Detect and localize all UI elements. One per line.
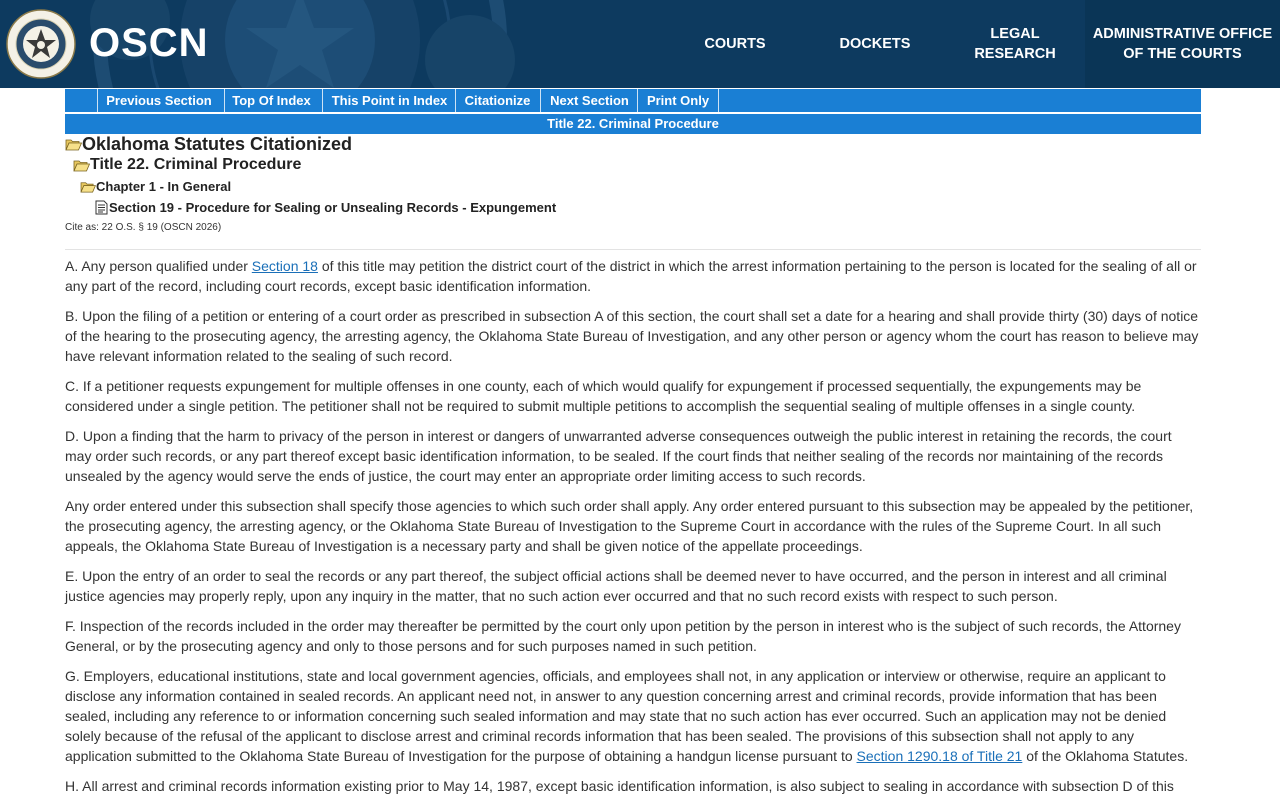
document-icon bbox=[94, 200, 109, 215]
breadcrumb-level4-label: Section 19 - Procedure for Sealing or Unsealing Records - Expungement bbox=[109, 199, 557, 215]
nav-administrative-office[interactable] bbox=[1085, 0, 1280, 88]
paragraph-b: B. Upon the filing of a petition or entering of a court order as prescribed in subsection A of this section, the court shall set a date for a hearing and shall provide thirty (30) days of notice of the hearing to the prosecuting agency, the arresting agency, the Oklahoma State Bureau of Investigation, and any other person or agency whom the court has reason to believe may have relevant information related to the sealing of such record. bbox=[65, 308, 1199, 364]
title-bar: Title 22. Criminal Procedure bbox=[65, 114, 1201, 134]
citationize-button[interactable]: Citationize bbox=[455, 89, 539, 112]
open-folder-icon bbox=[65, 137, 82, 151]
breadcrumb-level1-label: Oklahoma Statutes Citationized bbox=[82, 133, 353, 154]
nav-legal-line2: RESEARCH bbox=[974, 46, 1056, 62]
oscn-logo-text[interactable]: OSCN bbox=[89, 21, 209, 65]
nav-courts-label: COURTS bbox=[704, 36, 766, 52]
breadcrumb-level3[interactable] bbox=[80, 177, 231, 195]
nav-courts[interactable] bbox=[665, 0, 805, 88]
nav-admin-label bbox=[1093, 24, 1272, 64]
top-of-index-button[interactable]: Top Of Index bbox=[224, 89, 318, 112]
paragraph-d-continued: Any order entered under this subsection shall specify those agencies to which such order shall apply. Any order entered pursuant to this subsection may be appealed by the petitioner, the prosecuting agency, the arresting agency, or the Oklahoma State Bureau of Investigation to the Supreme Court in accordance with the rules of the Supreme Court. In all such appeals, the Oklahoma State Bureau of Investigation is a necessary party and shall be given notice of the appellate proceedings. bbox=[65, 498, 1194, 554]
paragraph-h: H. All arrest and criminal records information existing prior to May 14, 1987, except basic identification information, is also subject to sealing in accordance with subsection D of this bbox=[65, 778, 1174, 794]
paragraph-g-text-end: of the Oklahoma Statutes. bbox=[1022, 748, 1189, 764]
open-folder-icon bbox=[73, 158, 90, 172]
nav-dockets[interactable] bbox=[805, 0, 945, 88]
nav-admin-line2: OF THE COURTS bbox=[1123, 46, 1242, 62]
next-section-button[interactable]: Next Section bbox=[540, 89, 638, 112]
print-only-button[interactable]: Print Only bbox=[637, 89, 719, 112]
breadcrumb-level4 bbox=[94, 198, 556, 216]
paragraph-c: C. If a petitioner requests expungement for multiple offenses in one county, each of which would qualify for expungement if processed sequentially, the expungements may be considered under a single petition. The petitioner shall not be required to submit multiple petitions to accomplish the sequential sealing of multiple offenses in a single county. bbox=[65, 378, 1142, 414]
nav-admin-line1: ADMINISTRATIVE OFFICE bbox=[1092, 26, 1273, 42]
section-18-link[interactable]: Section 18 bbox=[251, 258, 318, 274]
breadcrumb-level3-label: Chapter 1 - In General bbox=[96, 178, 232, 194]
paragraph-a-text: A. Any person qualified under bbox=[65, 258, 252, 274]
paragraph-g-text: G. Employers, educational institutions, state and local government agencies, officials, and employees shall not, in any application or interview or otherwise, require an applicant to disclose any information contained in sealed records. An applicant need not, in answer to any question concerning arrest and criminal records, provide information that has been sealed, including any reference to or information concerning such sealed information and may state that no such action has ever occurred. Such an application may not be denied solely because of the refusal of the applicant to disclose arrest and criminal records information that has been sealed. The provisions of this subsection shall not apply to any application submitted to the Oklahoma State Bureau of Investigation for the purpose of obtaining a handgun license pursuant to bbox=[65, 668, 1167, 764]
this-point-in-index-button[interactable]: This Point in Index bbox=[322, 89, 456, 112]
statute-content bbox=[65, 256, 1201, 806]
site-header bbox=[0, 0, 1280, 88]
paragraph-d: D. Upon a finding that the harm to privacy of the person in interest or dangers of unwarranted adverse consequences outweigh the public interest in retaining the records, the court may order such records, or any part thereof except basic identification information, to be sealed. If the court finds that neither sealing of the records nor maintaining of the records unsealed by the agency would serve the ends of justice, the court may enter an appropriate order limiting access to such records. bbox=[65, 428, 1172, 484]
paragraph-f: F. Inspection of the records included in the order may thereafter be permitted by the court only upon petition by the person in interest who is the subject of such records, the Attorney General, or by the prosecuting agency and only to those persons and for such purposes named in such petition. bbox=[65, 618, 1181, 654]
paragraph-e: E. Upon the entry of an order to seal the records or any part thereof, the subject official actions shall be deemed never to have occurred, and the person in interest and all criminal justice agencies may properly reply, upon any inquiry in the matter, that no such action ever occurred and that no such record exists with respect to such person. bbox=[65, 568, 1167, 604]
divider bbox=[65, 249, 1201, 250]
nav-legal-research[interactable] bbox=[945, 0, 1085, 88]
nav-dockets-label: DOCKETS bbox=[839, 36, 911, 52]
supreme-court-seal-logo[interactable] bbox=[6, 9, 76, 79]
nav-legal-line1: LEGAL bbox=[990, 26, 1040, 42]
breadcrumb-level1[interactable] bbox=[65, 133, 352, 155]
breadcrumb-level2-label: Title 22. Criminal Procedure bbox=[90, 156, 302, 173]
previous-section-button[interactable]: Previous Section bbox=[97, 89, 220, 112]
nav-legal-research-label bbox=[974, 24, 1055, 64]
breadcrumb-level2[interactable] bbox=[73, 155, 301, 175]
paragraph-a-text-end: of this title may petition the district court of the district in which the arrest information pertaining to the person is located for the sealing of all or any part of the record, including court records, except basic identification information. bbox=[65, 258, 1197, 294]
open-folder-icon bbox=[80, 180, 96, 193]
toolbar-spacer bbox=[65, 89, 97, 112]
paragraph-a bbox=[65, 256, 1201, 296]
paragraph-g bbox=[65, 666, 1201, 766]
section-1290-18-link[interactable]: Section 1290.18 of Title 21 bbox=[856, 748, 1023, 764]
statute-toolbar bbox=[65, 89, 1201, 112]
citation-text: Cite as: 22 O.S. § 19 (OSCN 2026) bbox=[65, 222, 222, 233]
